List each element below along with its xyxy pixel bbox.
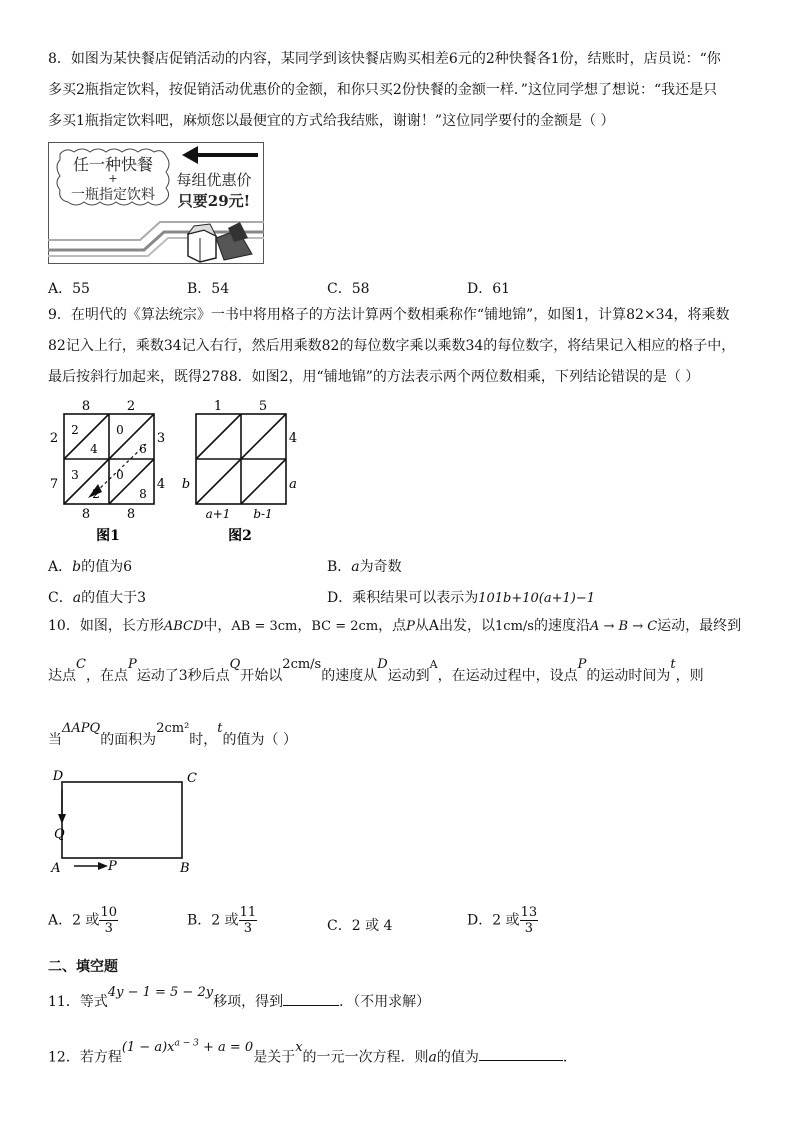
q10-option-b[interactable]: B．2 或 $\frac{11}{3}$ (187, 905, 257, 936)
fig2-left: b (181, 477, 191, 492)
fig1-caption: 图1 (96, 528, 120, 544)
fig1-cell: 3 (71, 468, 79, 482)
fig2-caption: 图2 (228, 528, 252, 544)
q8-option-b[interactable]: B．54 (187, 281, 230, 297)
q9-line1: 9．在明代的《算法统宗》一书中将用格子的方法计算两个数相乘称作“铺地锦”，如图1，计算82×34，将乘数 (48, 307, 730, 323)
section-heading: 二、填空题 (48, 959, 118, 975)
q11-answer-blank[interactable] (283, 1005, 339, 1006)
q10-line3: 当ΔAPQ的面积为2cm²时，t的值为（ ） (48, 721, 297, 748)
fig1-top-2: 2 (126, 399, 136, 414)
fig1-left-1: 2 (49, 431, 59, 446)
label-a: A (51, 861, 61, 876)
q8-line3: 多买1瓶指定饮料吧，麻烦您以最便宜的方式给我结账，谢谢！”这位同学要付的金额是（ ） (48, 113, 615, 129)
fig2-right-1: 4 (288, 431, 298, 446)
fig1-right-1: 3 (156, 431, 166, 446)
q10-option-a[interactable]: A．2 或 $\frac{10}{3}$ (48, 905, 118, 936)
q9-expr: 82×34 (626, 307, 674, 323)
q9-line2: 82记入上行，乘数34记入右行，然后用乘数82的每位数字乘以乘数34的每位数字，将结果记入相应的格子中， (48, 338, 736, 354)
arrow-right-icon (98, 862, 108, 870)
sign-line2: 一瓶指定饮料 (71, 187, 155, 203)
q8-line2: 多买2瓶指定饮料，按促销活动优惠价的金额，和你只买2份快餐的金额一样．”这位同学想了想说：“我还是只 (48, 82, 718, 98)
fig1-cell: 4 (90, 442, 98, 456)
q8-line1: 8．如图为某快餐店促销活动的内容，某同学到该快餐店购买相差6元的2种快餐各1份，结账时，店员说：“你 (48, 51, 721, 67)
q8-option-c[interactable]: C．58 (327, 281, 370, 297)
label-c: C (187, 771, 197, 786)
fig2-bottom-1: a+1 (205, 507, 231, 521)
q8-option-a[interactable]: A．55 (48, 281, 90, 297)
fig2-top-1: 1 (213, 399, 223, 414)
lattice-figure-1 (48, 398, 168, 546)
fig1-cell: 2 (92, 487, 100, 501)
q12-answer-blank[interactable] (479, 1060, 563, 1061)
q9-option-d[interactable]: D．乘积结果可以表示为101b+10(a+1)−1 (327, 590, 596, 606)
fig2-right-2: a (289, 477, 297, 492)
fig1-cell: 8 (139, 487, 147, 501)
q12-line: 12．若方程$(1 - a)x^{a - 3} + a = 0$是关于x的一元一次方程．则a的值为 ． (48, 1039, 577, 1066)
label-p: P (108, 859, 117, 874)
fig1-cell: 0 (116, 423, 124, 437)
fig2-top-2: 5 (258, 399, 268, 414)
label-d: D (52, 769, 64, 784)
q9-option-c[interactable]: C．a的值大于3 (48, 590, 146, 606)
fig1-bottom-1: 8 (81, 507, 91, 522)
rectangle-figure (50, 766, 210, 878)
promo-sign-figure (48, 142, 264, 264)
fig1-top-1: 8 (81, 399, 91, 414)
q9-option-a[interactable]: A．b的值为6 (48, 559, 133, 575)
rectangle-abcd (62, 782, 182, 858)
lattice-figure-2 (180, 398, 300, 546)
fig1-cell: 0 (116, 468, 124, 482)
fig1-cell: 2 (71, 423, 79, 437)
promo-text-1: 每组优惠价 (176, 171, 252, 189)
fig1-left-2: 7 (49, 477, 59, 492)
promo-text-2: 只要29元! (177, 192, 251, 210)
q10-line2: 达点C，在点P运动了3秒后点Q开始以2cm/s的速度从D运动到$^A$，在运动过程中，设点P的运动时间为t，则 (48, 657, 704, 684)
fig1-right-2: 4 (156, 477, 166, 492)
sign-line1: 任一种快餐 (72, 155, 154, 174)
arrow-down-icon (58, 814, 66, 824)
q9-line3: 最后按斜行加起来，既得2788．如图2，用“铺地锦”的方法表示两个两位数相乘，下列结论错误的是（ ） (48, 369, 700, 385)
fig1-cell: 6 (139, 442, 147, 456)
fig1-bottom-2: 8 (126, 507, 136, 522)
fig2-bottom-2: b-1 (253, 507, 273, 521)
q11-line: 11．等式4y − 1 = 5 − 2y移项，得到 ．（不用求解） (48, 985, 431, 1010)
q10-option-d[interactable]: D．2 或 $\frac{13}{3}$ (467, 905, 538, 936)
sign-plus: + (108, 172, 118, 185)
q10-option-c[interactable]: C．2 或 4 (327, 918, 393, 934)
label-q: Q (54, 827, 65, 842)
q9-option-b[interactable]: B．a为奇数 (327, 559, 402, 575)
q10-line1: 10．如图，长方形ABCD中，AB = 3cm，BC = 2cm，点P从A出发，以1cm/s的速度沿A → B → C运动，最终到 (48, 618, 742, 634)
q8-option-d[interactable]: D．61 (467, 281, 511, 297)
label-b: B (180, 861, 190, 876)
